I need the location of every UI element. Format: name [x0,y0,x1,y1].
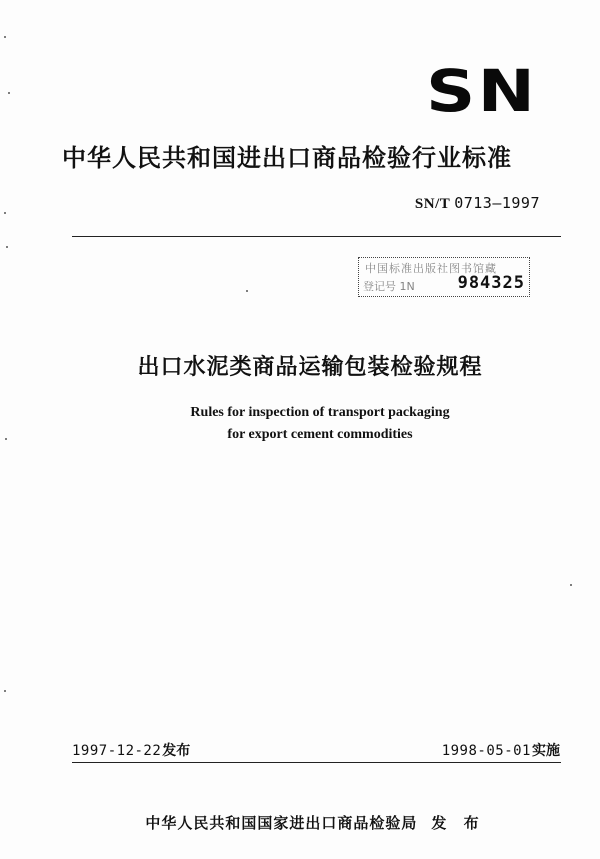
publisher [0,812,600,833]
standard-category-title: 中华人民共和国进出口商品检验行业标准 [62,144,512,172]
stamp-number: 984325 [457,273,525,293]
sn-logo: SN [426,57,538,125]
issue-date [72,740,190,760]
stamp-label: 登记号 1N [363,280,415,293]
scan-speck [6,246,8,248]
scan-speck [570,584,572,586]
standard-code-prefix: SN/T [414,196,450,212]
scan-speck [4,36,6,38]
scan-speck [246,290,248,292]
standard-code-number: 0713—1997 [454,194,540,212]
publisher-name: 中华人民共和国国家进出口商品检验局 [145,814,418,832]
top-divider [72,236,561,237]
document-title-en-line1: Rules for inspection of transport packaging [190,405,450,420]
library-stamp [358,257,530,297]
document-title-en [0,402,600,446]
publisher-word: 发 布 [431,814,485,832]
document-title-en-line2: for export cement commodities [227,427,413,442]
implement-date-word: 实施 [532,743,560,759]
issue-date-word: 发布 [162,743,191,759]
document-title-cn: 出口水泥类商品运输包装检验规程 [137,355,483,380]
implement-date-value: 1998-05-01 [441,743,531,759]
implement-date [442,740,560,760]
scan-speck [4,690,6,692]
standard-code [415,194,540,213]
stamp-top-text: 中国标准出版社图书馆藏 [365,262,497,275]
scan-speck [5,438,7,440]
issue-date-value: 1997-12-22 [72,743,162,759]
scan-speck [4,212,6,214]
scan-speck [8,92,10,94]
bottom-divider [72,762,561,763]
